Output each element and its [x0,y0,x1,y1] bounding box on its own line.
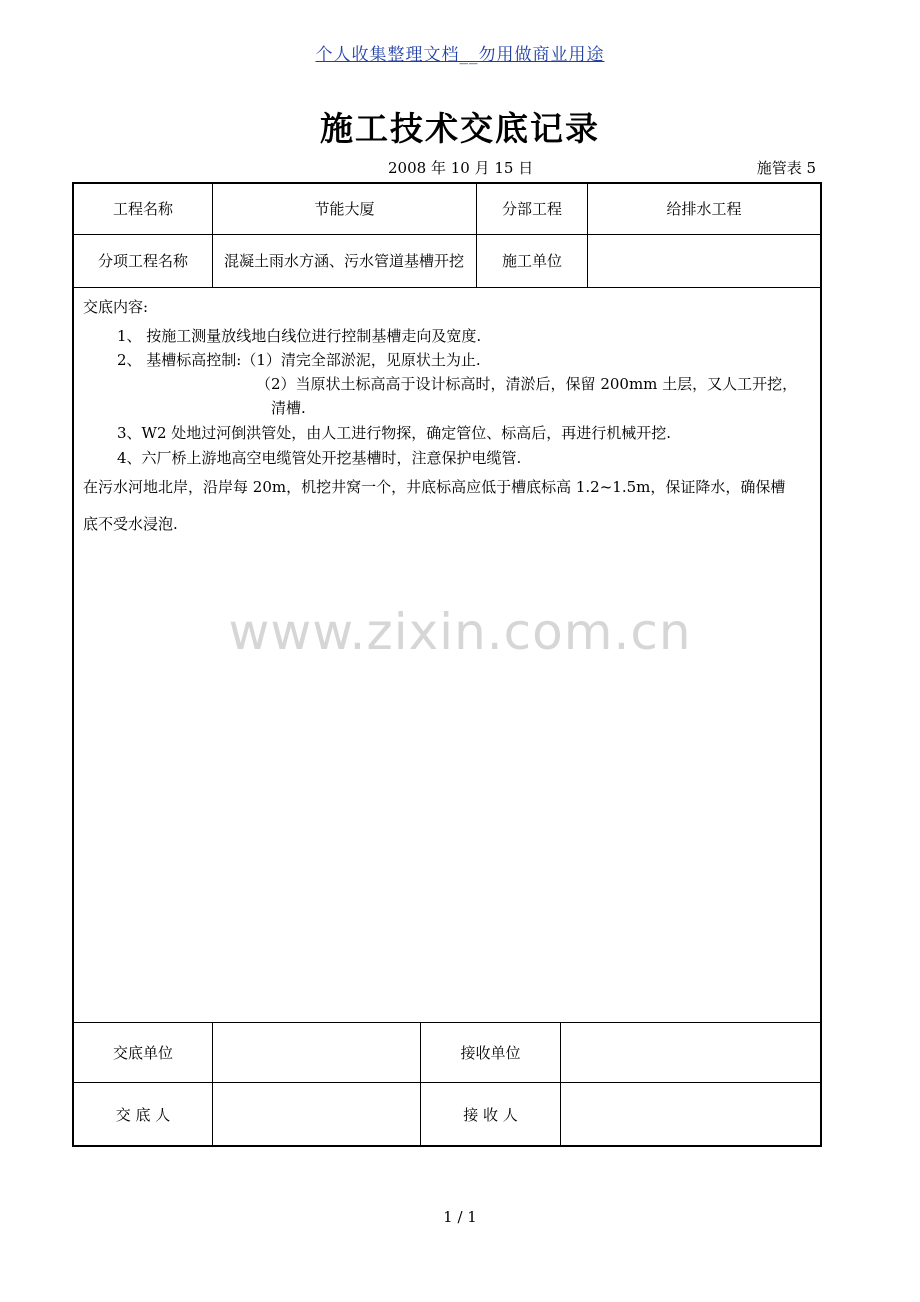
content-paragraph-2: 底不受水浸泡. [83,515,178,533]
project-name-value: 节能大厦 [314,200,375,218]
content-paragraph-1: 在污水河地北岸，沿岸每 20m，机挖井窝一个，井底标高应低于槽底标高 1.2~1.5m，保证降水，确保槽 [83,478,786,496]
document-title: 施工技术交底记录 [320,109,600,148]
issuer-unit-label: 交底单位 [112,1043,173,1062]
watermark: www.zixin.com.cn [228,603,692,661]
row-divider [74,287,820,288]
form-number: 施管表 5 [756,159,816,177]
issuer-unit-value [213,1023,420,1082]
header-note[interactable]: 个人收集整理文档__勿用做商业用途 [315,45,605,65]
receiver-unit-value [561,1023,820,1082]
subitem-label: 分项工程名称 [97,252,188,270]
content-item-2: 2、 基槽标高控制:（1）清完全部淤泥，见原状土为止. [117,351,481,369]
document-date: 2008 年 10 月 15 日 [388,159,534,177]
issuer-person-label: 交 底 人 [115,1106,171,1124]
receiver-person-label: 接 收 人 [463,1106,518,1124]
issuer-person-value [213,1083,420,1147]
division-label: 分部工程 [501,200,562,218]
content-heading: 交底内容: [83,298,149,316]
subitem-value: 混凝土雨水方涵、污水管道基槽开挖 [223,252,464,270]
content-item-1: 1、 按施工测量放线地白线位进行控制基槽走向及宽度. [117,327,482,345]
contractor-value [588,235,820,287]
receiver-unit-label: 接收单位 [460,1043,521,1062]
record-table [72,182,822,1147]
page-number: 1 / 1 [443,1208,477,1226]
contractor-label: 施工单位 [501,252,562,270]
content-item-2c: 清槽. [271,399,306,417]
receiver-person-value [561,1083,820,1147]
content-item-4: 4、六厂桥上游地高空电缆管处开挖基槽时，注意保护电缆管. [117,449,522,467]
content-item-2b: （2）当原状土标高高于设计标高时，清淤后，保留 200mm 土层，又人工开挖， [256,375,798,393]
project-name-label: 工程名称 [112,200,173,218]
content-item-3: 3、W2 处地过河倒洪管处，由人工进行物探，确定管位、标高后，再进行机械开挖. [117,424,672,442]
division-value: 给排水工程 [666,200,742,218]
